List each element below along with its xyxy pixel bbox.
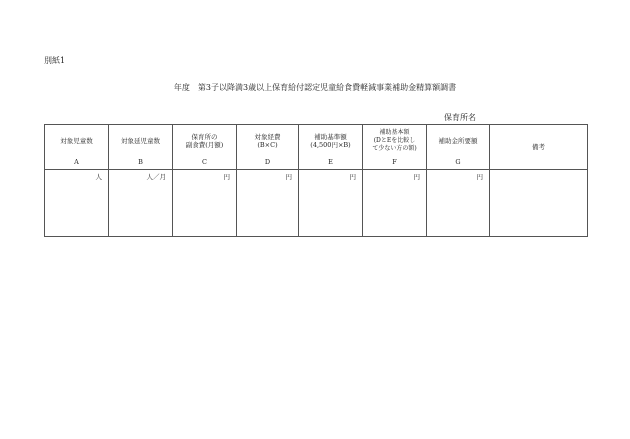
unit-label: 円 (223, 173, 230, 181)
column-letter: B (138, 158, 143, 166)
cell-eligible-expense[interactable] (237, 170, 299, 237)
cell-children-count[interactable] (45, 170, 109, 237)
column-letter: D (264, 158, 271, 166)
column-letter: E (328, 158, 333, 166)
column-letter: G (455, 158, 461, 166)
unit-label: 円 (285, 173, 292, 181)
header-row (45, 125, 588, 170)
settlement-table (44, 124, 588, 237)
column-letter: C (202, 158, 207, 166)
header-total-children-months: 対象延児童数 B (109, 125, 173, 170)
nursery-name-label: 保育所名 (444, 113, 476, 122)
column-letter: A (74, 158, 79, 166)
unit-label: 円 (413, 173, 420, 181)
header-subsidy-standard: 補助基準額 (4,500円×B) E (299, 125, 363, 170)
header-children-count: 対象児童数 A (45, 125, 109, 170)
column-letter: F (392, 158, 397, 166)
unit-label: 人 (95, 173, 102, 181)
header-eligible-expense: 対象経費 (B×C) D (237, 125, 299, 170)
header-subsidy-required: 補助金所要額 G (427, 125, 490, 170)
cell-total-children-months[interactable] (109, 170, 173, 237)
cell-subsidy-standard[interactable] (299, 170, 363, 237)
header-notes: 備考 (490, 125, 588, 170)
cell-subsidy-required[interactable] (427, 170, 490, 237)
unit-label: 円 (476, 173, 483, 181)
unit-label: 円 (349, 173, 356, 181)
annex-label: 別紙1 (44, 56, 66, 65)
header-monthly-meal-cost: 保育所の 副食費(月額) C (173, 125, 237, 170)
unit-label: 人／月 (146, 173, 166, 181)
cell-subsidy-base[interactable] (363, 170, 427, 237)
header-subsidy-base: 補助基本額 (DとEを比較し て少ない方の額) F (363, 125, 427, 170)
table-row (45, 170, 588, 237)
cell-notes[interactable] (490, 170, 588, 237)
cell-monthly-meal-cost[interactable] (173, 170, 237, 237)
document-title: 年度 第3子以降満3歳以上保育給付認定児童給食費軽減事業補助金精算額調書 (173, 83, 457, 92)
